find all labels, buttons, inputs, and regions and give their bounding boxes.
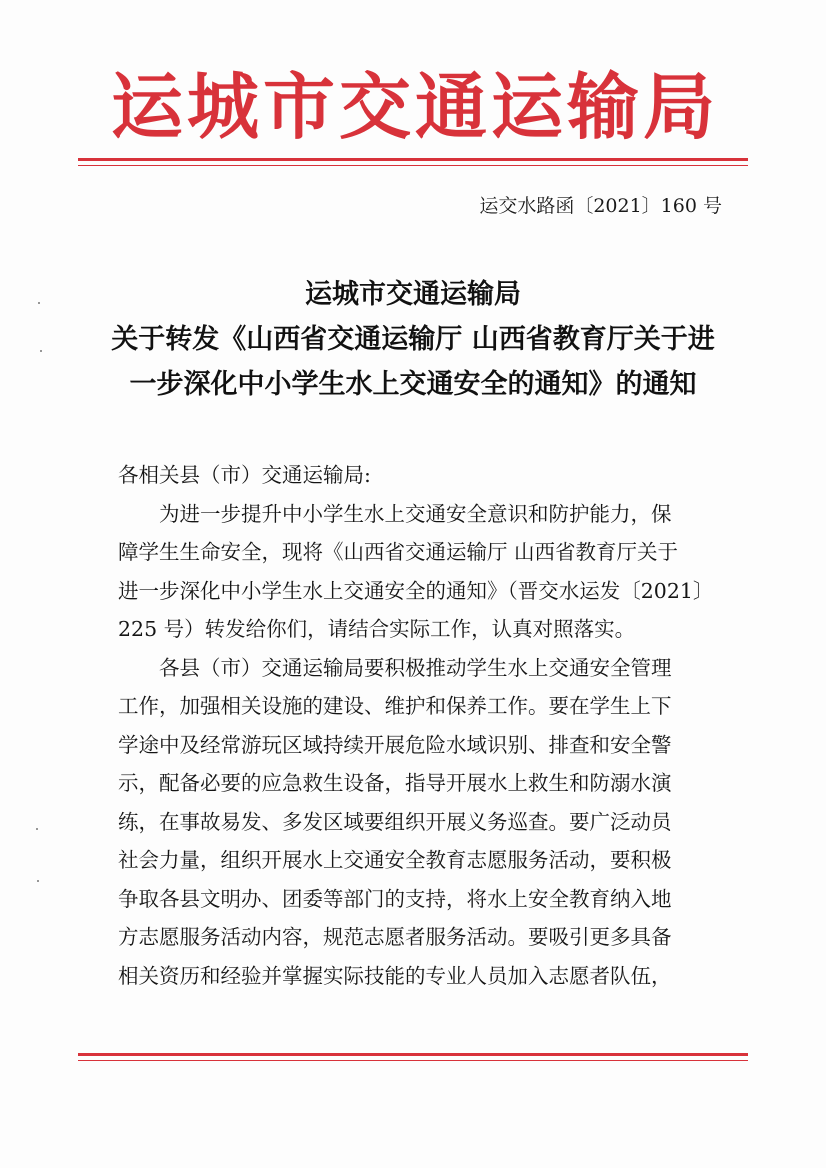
- title-line-3: 一步深化中小学生水上交通安全的通知》的通知: [129, 369, 697, 400]
- salutation: 各相关县（市）交通运输局:: [118, 463, 371, 487]
- document-body: [118, 456, 718, 995]
- paragraph-2-line: 社会力量，组织开展水上交通安全教育志愿服务活动，要积极: [118, 848, 672, 872]
- footer-rule-thin: [78, 1060, 748, 1061]
- scan-speck: [36, 828, 38, 830]
- header-rule-thin: [78, 165, 748, 166]
- title-line-2: 关于转发《山西省交通运输厅 山西省教育厅关于进: [111, 324, 715, 355]
- paragraph-2-line: 方志愿服务活动内容，规范志愿者服务活动。要吸引更多具备: [118, 925, 672, 949]
- document-number: 运交水路函〔2021〕160 号: [479, 195, 722, 217]
- paragraph-1-line: 225 号）转发给你们，请结合实际工作，认真对照落实。: [118, 617, 636, 641]
- header-rule-thick: [78, 158, 748, 161]
- paragraph-1-line: 障学生生命安全，现将《山西省交通运输厅 山西省教育厅关于: [118, 540, 679, 564]
- paragraph-2-line: 争取各县文明办、团委等部门的支持，将水上安全教育纳入地: [118, 886, 672, 911]
- footer-rule-thick: [78, 1053, 748, 1056]
- paragraph-1-line: 进一步深化中小学生水上交通安全的通知》（晋交水运发〔2021〕: [118, 578, 714, 603]
- paragraph-2-line: 学途中及经常游玩区域持续开展危险水域识别、排查和安全警: [118, 732, 672, 757]
- paragraph-2-line: 相关资历和经验并掌握实际技能的专业人员加入志愿者队伍，: [118, 963, 672, 988]
- paragraph-1-line: 为进一步提升中小学生水上交通安全意识和防护能力，保: [159, 501, 672, 526]
- paragraph-2-line: 示，配备必要的应急救生设备，指导开展水上救生和防溺水演: [118, 771, 672, 795]
- scan-speck: [40, 350, 42, 352]
- paragraph-2-line: 各县（市）交通运输局要积极推动学生水上交通安全管理: [159, 655, 672, 680]
- organization-header: 运城市交通运输局: [110, 64, 719, 149]
- paragraph-2-line: 练，在事故易发、多发区域要组织开展义务巡查。要广泛动员: [118, 809, 672, 834]
- paragraph-2-line: 工作，加强相关设施的建设、维护和保养工作。要在学生上下: [118, 694, 672, 718]
- document-title: [80, 272, 746, 407]
- scan-speck: [37, 880, 39, 882]
- title-line-1: 运城市交通运输局: [305, 279, 521, 310]
- scan-speck: [38, 302, 40, 304]
